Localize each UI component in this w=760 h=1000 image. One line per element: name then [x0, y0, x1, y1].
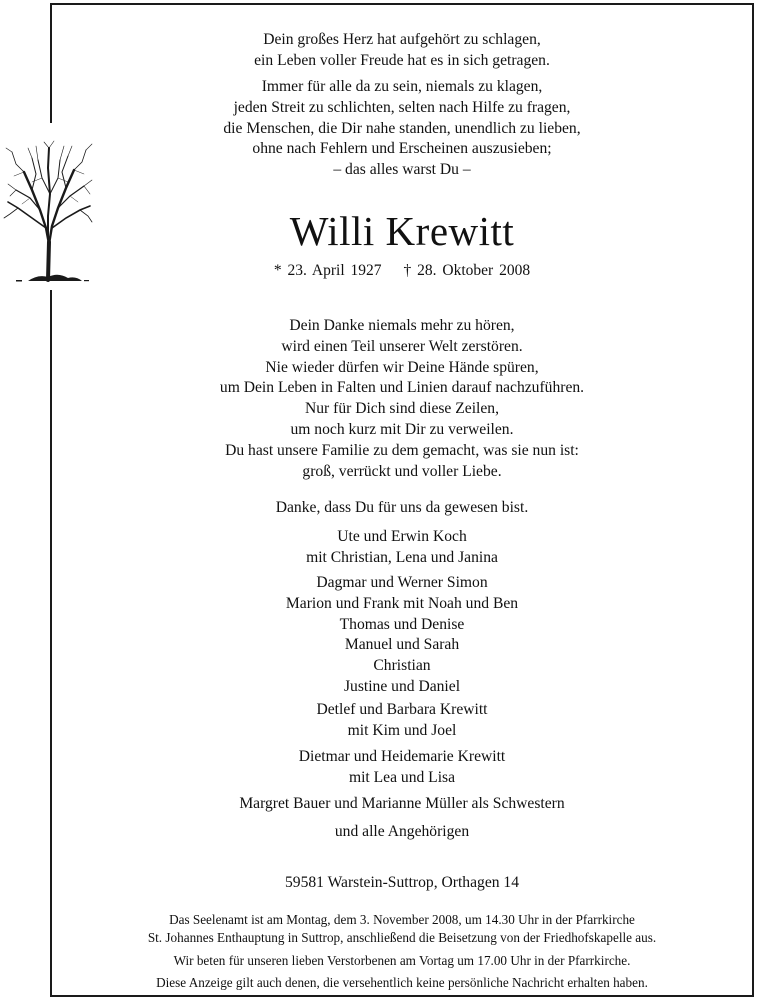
poem-line: ein Leben voller Freude hat es in sich getragen. — [254, 51, 550, 69]
poem-line: Dein großes Herz hat aufgehört zu schlagen, — [263, 31, 541, 48]
siblings-line: Margret Bauer und Marianne Müller als Schwestern — [239, 795, 565, 812]
mourner-name: Manuel und Sarah — [344, 636, 460, 654]
mourner-name: Ute und Erwin Koch — [337, 528, 467, 545]
poem-line: um noch kurz mit Dir zu verweilen. — [290, 420, 514, 438]
death-date: † 28. Oktober 2008 — [403, 262, 531, 279]
prayer-notice: Wir beten für unseren lieben Verstorbenen am Vortag um 17.00 Uhr in der Pfarrkirche. — [173, 953, 631, 968]
notice-line: Das Seelenamt ist am Montag, dem 3. November 2008, um 14.30 Uhr in der Pfarrkirche — [169, 912, 635, 927]
mourner-group-1 — [52, 527, 752, 569]
thanks-line: Danke, dass Du für uns da gewesen bist. — [275, 499, 529, 516]
poem-line: wird einen Teil unserer Welt zerstören. — [281, 337, 523, 355]
mourner-name: mit Lea und Lisa — [348, 768, 456, 786]
poem-line: ohne nach Fehlern und Erscheinen auszusieben; — [252, 140, 552, 158]
mourner-name: Marion und Frank mit Noah und Ben — [285, 594, 519, 612]
poem-line: Nur für Dich sind diese Zeilen, — [304, 400, 499, 418]
mourner-name: Dietmar und Heidemarie Krewitt — [298, 748, 506, 765]
birth-date: * 23. April 1927 — [273, 262, 382, 279]
main-poem — [52, 316, 752, 482]
poem-line: Dein Danke niemals mehr zu hören, — [289, 317, 515, 334]
poem-line: Du hast unsere Familie zu dem gemacht, was sie nun ist: — [225, 441, 579, 459]
mourner-group-2 — [52, 573, 752, 698]
poem-line: groß, verrückt und voller Liebe. — [302, 462, 502, 480]
mourner-name: mit Kim und Joel — [347, 721, 457, 739]
poem-line: Nie wieder dürfen wir Deine Hände spüren, — [265, 358, 539, 376]
mourner-group-4 — [52, 747, 752, 789]
funeral-notice — [52, 909, 752, 948]
mourner-name: Detlef und Barbara Krewitt — [316, 701, 488, 718]
relatives-line: und alle Angehörigen — [334, 823, 470, 840]
intro-stanza-2 — [52, 77, 752, 181]
poem-line: die Menschen, die Dir nahe standen, unendlich zu lieben, — [223, 119, 581, 137]
notice-line: St. Johannes Enthauptung in Suttrop, anschließend die Beisetzung von der Friedhofskapelle aus. — [147, 930, 657, 945]
mourner-group-3 — [52, 700, 752, 742]
personal-notice: Diese Anzeige gilt auch denen, die versehentlich keine persönliche Nachricht erhalten haben. — [156, 975, 648, 990]
poem-line: – das alles warst Du – — [333, 161, 471, 179]
mourner-name: Dagmar und Werner Simon — [316, 574, 488, 591]
mourner-name: Justine und Daniel — [343, 677, 461, 695]
intro-stanza-1 — [52, 30, 752, 72]
life-dates — [52, 260, 752, 282]
mourner-name: Thomas und Denise — [339, 615, 465, 633]
mourner-name: mit Christian, Lena und Janina — [306, 548, 498, 566]
mourner-name: Christian — [373, 657, 431, 675]
deceased-name: Willi Krewitt — [289, 208, 515, 254]
poem-line: um Dein Leben in Falten und Linien darauf nachzuführen. — [219, 379, 585, 397]
address-line: 59581 Warstein-Suttrop, Orthagen 14 — [284, 874, 520, 891]
poem-line: Immer für alle da zu sein, niemals zu klagen, — [261, 78, 543, 95]
poem-line: jeden Streit zu schlichten, selten nach Hilfe zu fragen, — [233, 98, 571, 116]
